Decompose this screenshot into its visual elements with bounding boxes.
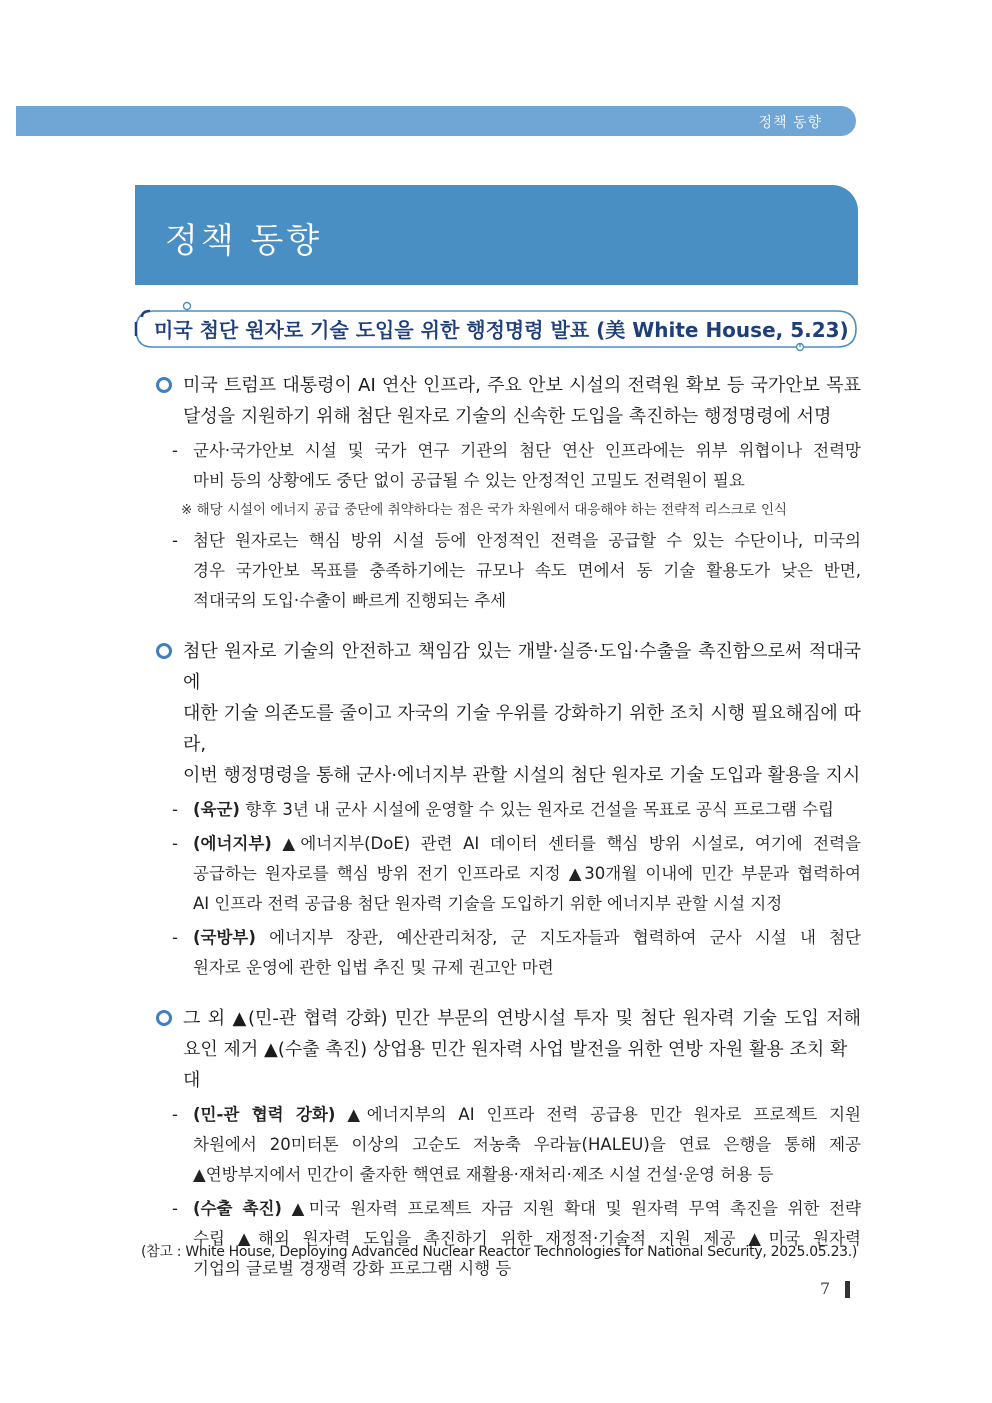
bullet-3-sub-export: - (수출 촉진) ▲미국 원자력 프로젝트 자금 지원 확대 및 원자력 무역 촉진을 위한 전략 수립 ▲해외 원자력 도입을 촉진하기 위한 재정적·기술적 지원 제공 ▲미국 원자력 기업의 글로벌 경쟁력 강화 프로그램 시행 등: [155, 1194, 861, 1284]
headline: 미국 첨단 원자로 기술 도입을 위한 행정명령 발표 (美 White House, 5.23): [154, 318, 849, 342]
dash-icon: -: [172, 1199, 178, 1218]
bullet-1-sub-1: - 군사·국가안보 시설 및 국가 연구 기관의 첨단 연산 인프라에는 위부 위협이나 전력망 마비 등의 상황에도 중단 없이 공급될 수 있는 안정적인 고밀도 전력원이 필요: [155, 436, 861, 496]
content-body: [155, 370, 861, 1284]
reference-note: (참고 : White House, Deploying Advanced Nuclear Reactor Technologies for National Security, 2025.05.23.): [141, 1244, 858, 1260]
bullet-3-sub-cooperation: - (민-관 협력 강화) ▲에너지부의 AI 인프라 전력 공급용 민간 원자로 프로젝트 지원 차원에서 20미터톤 이상의 고순도 저농축 우라늄(HALEU)을 연료 은행을 통해 제공 ▲연방부지에서 민간이 출자한 핵연료 재활용·재처리·제조 시설 건설·운영 허용 등: [155, 1100, 861, 1190]
top-header-bar: [16, 106, 856, 136]
bullet-1-line-1: 미국 트럼프 대통령이 AI 연산 인프라, 주요 안보 시설의 전력원 확보 등 국가안보 목표: [183, 375, 861, 396]
dash-icon: -: [172, 441, 178, 460]
headline-frame: [132, 300, 862, 355]
bullet-2: 첨단 원자로 기술의 안전하고 책임감 있는 개발·실증·도입·수출을 촉진함으로써 적대국에 대한 기술 의존도를 줄이고 자국의 기술 우위를 강화하기 위한 조치 시행 필요해짐에 따라, 이번 행정명령을 통해 군사·에너지부 관할 시설의 첨단 원자로 기술 도입과 활용을 지시: [155, 636, 861, 791]
bullet-2-sub-army: - (육군) 향후 3년 내 군사 시설에 운영할 수 있는 원자로 건설을 목표로 공식 프로그램 수립: [155, 795, 861, 825]
circle-bullet-icon: [156, 1010, 172, 1026]
dash-icon: -: [172, 928, 178, 947]
dash-icon: -: [172, 531, 178, 550]
dash-icon: -: [172, 1105, 178, 1124]
bullet-1-sub-2: - 첨단 원자로는 핵심 방위 시설 등에 안정적인 전력을 공급할 수 있는 수단이나, 미국의 경우 국가안보 목표를 충족하기에는 규모나 속도 면에서 동 기술 활용도가 낮은 반면, 적대국의 도입·수출이 빠르게 진행되는 추세: [155, 526, 861, 616]
bullet-2-sub-energy: - (에너지부) ▲에너지부(DoE) 관련 AI 데이터 센터를 핵심 방위 시설로, 여기에 전력을 공급하는 원자로를 핵심 방위 전기 인프라로 지정 ▲30개월 이내에 민간 부문과 협력하여 AI 인프라 전력 공급용 첨단 원자력 기술을 도입하기 위한 에너지부 관할 시설 지정: [155, 829, 861, 919]
bullet-3: 그 외 ▲(민-관 협력 강화) 민간 부문의 연방시설 투자 및 첨단 원자력 기술 도입 저해 요인 제거 ▲(수출 촉진) 상업용 민간 원자력 사업 발전을 위한 연방 자원 활용 조치 확대: [155, 1003, 861, 1096]
circle-bullet-icon: [156, 377, 172, 393]
dash-icon: -: [172, 834, 178, 853]
section-title-box: [135, 185, 858, 285]
page-number: 7: [820, 1279, 831, 1298]
header-label: 정책 동향: [758, 115, 822, 131]
bullet-2-sub-defense: - (국방부) 에너지부 장관, 예산관리처장, 군 지도자들과 협력하여 군사 시설 내 첨단 원자로 운영에 관한 입법 추진 및 규제 권고안 마련: [155, 923, 861, 983]
circle-bullet-icon: [156, 643, 172, 659]
page-marker-bar: [845, 1281, 850, 1298]
bullet-1: [155, 370, 861, 432]
section-title: 정책 동향: [165, 221, 323, 261]
bullet-1-note: ※ 해당 시설이 에너지 공급 중단에 취약하다는 점은 국가 차원에서 대응해야 하는 전략적 리스크로 인식: [181, 502, 788, 518]
bullet-1-line-2: 달성을 지원하기 위해 첨단 원자로 기술의 신속한 도입을 촉진하는 행정명령에 서명: [183, 406, 832, 427]
dash-icon: -: [172, 800, 178, 819]
